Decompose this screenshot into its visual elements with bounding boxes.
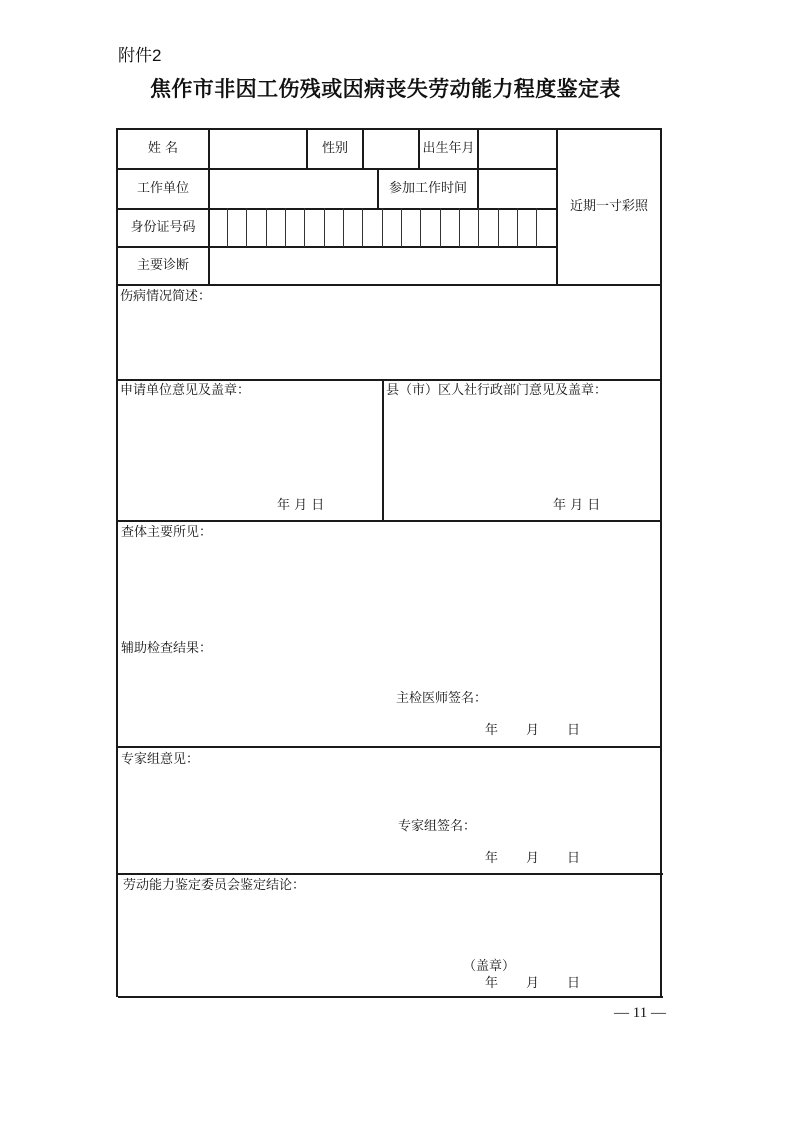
- auxiliary-exam-field[interactable]: [119, 659, 659, 685]
- doctor-date-year: 年: [485, 723, 499, 738]
- expert-date-month: 月: [526, 851, 540, 866]
- row-divider: [117, 520, 662, 522]
- committee-date-month: 月: [526, 976, 540, 991]
- row-divider: [116, 284, 661, 286]
- diagnosis-label: 主要诊断: [136, 258, 189, 273]
- applicant-opinion-label: 申请单位意见及盖章：: [120, 383, 251, 398]
- name-label: 姓 名: [147, 141, 179, 156]
- id-number-label: 身份证号码: [130, 220, 196, 235]
- expert-date-day: 日: [567, 851, 581, 866]
- expert-signature-label: 专家组签名：: [398, 819, 477, 834]
- name-field[interactable]: [210, 130, 305, 167]
- expert-date-year: 年: [485, 851, 499, 866]
- doctor-date-month: 月: [526, 723, 540, 738]
- photo-label: 近期一寸彩照: [569, 199, 648, 214]
- committee-conclusion-label: 劳动能力鉴定委员会鉴定结论：: [123, 878, 306, 893]
- row-divider: [118, 873, 663, 875]
- applicant-date: 年 月 日: [277, 498, 325, 513]
- doctor-date-day: 日: [567, 723, 581, 738]
- table-right-border: [660, 128, 662, 997]
- expert-opinion-label: 专家组意见：: [121, 752, 200, 767]
- physical-exam-field[interactable]: [119, 543, 659, 633]
- physical-exam-label: 查体主要所见：: [121, 525, 213, 540]
- id-number-field[interactable]: [208, 209, 556, 247]
- form-title: 焦作市非因工伤残或因病丧失劳动能力程度鉴定表: [150, 76, 621, 101]
- expert-opinion-field[interactable]: [119, 770, 659, 815]
- attachment-label: 附件2: [118, 46, 162, 65]
- doctor-signature-label: 主检医师签名：: [396, 691, 488, 706]
- applicant-opinion-field[interactable]: [118, 400, 380, 490]
- injury-summary-label: 伤病情况简述：: [120, 289, 212, 304]
- committee-date-year: 年: [485, 976, 499, 991]
- birth-date-field[interactable]: [479, 130, 555, 167]
- auxiliary-exam-label: 辅助检查结果：: [121, 641, 213, 656]
- employer-label: 工作单位: [136, 181, 189, 196]
- work-start-label: 参加工作时间: [388, 181, 467, 196]
- gender-field[interactable]: [364, 130, 417, 167]
- committee-date-day: 日: [567, 976, 581, 991]
- employer-field[interactable]: [210, 170, 376, 207]
- work-start-field[interactable]: [479, 170, 555, 207]
- opinion-column-divider: [382, 379, 384, 521]
- seal-label: （盖章）: [463, 959, 516, 974]
- committee-conclusion-field[interactable]: [120, 896, 659, 951]
- county-opinion-label: 县（市）区人社行政部门意见及盖章：: [386, 383, 608, 398]
- photo-box[interactable]: [558, 130, 659, 283]
- county-opinion-field[interactable]: [385, 400, 659, 490]
- injury-summary-field[interactable]: [118, 306, 659, 378]
- gender-label: 性别: [321, 141, 348, 156]
- page-number: — 11 —: [614, 1005, 666, 1021]
- row-divider: [116, 379, 661, 381]
- county-date: 年 月 日: [553, 498, 601, 513]
- row-divider: [117, 746, 662, 748]
- birth-date-label: 出生年月: [422, 141, 475, 156]
- table-bottom-border: [118, 996, 663, 998]
- diagnosis-field[interactable]: [210, 248, 555, 283]
